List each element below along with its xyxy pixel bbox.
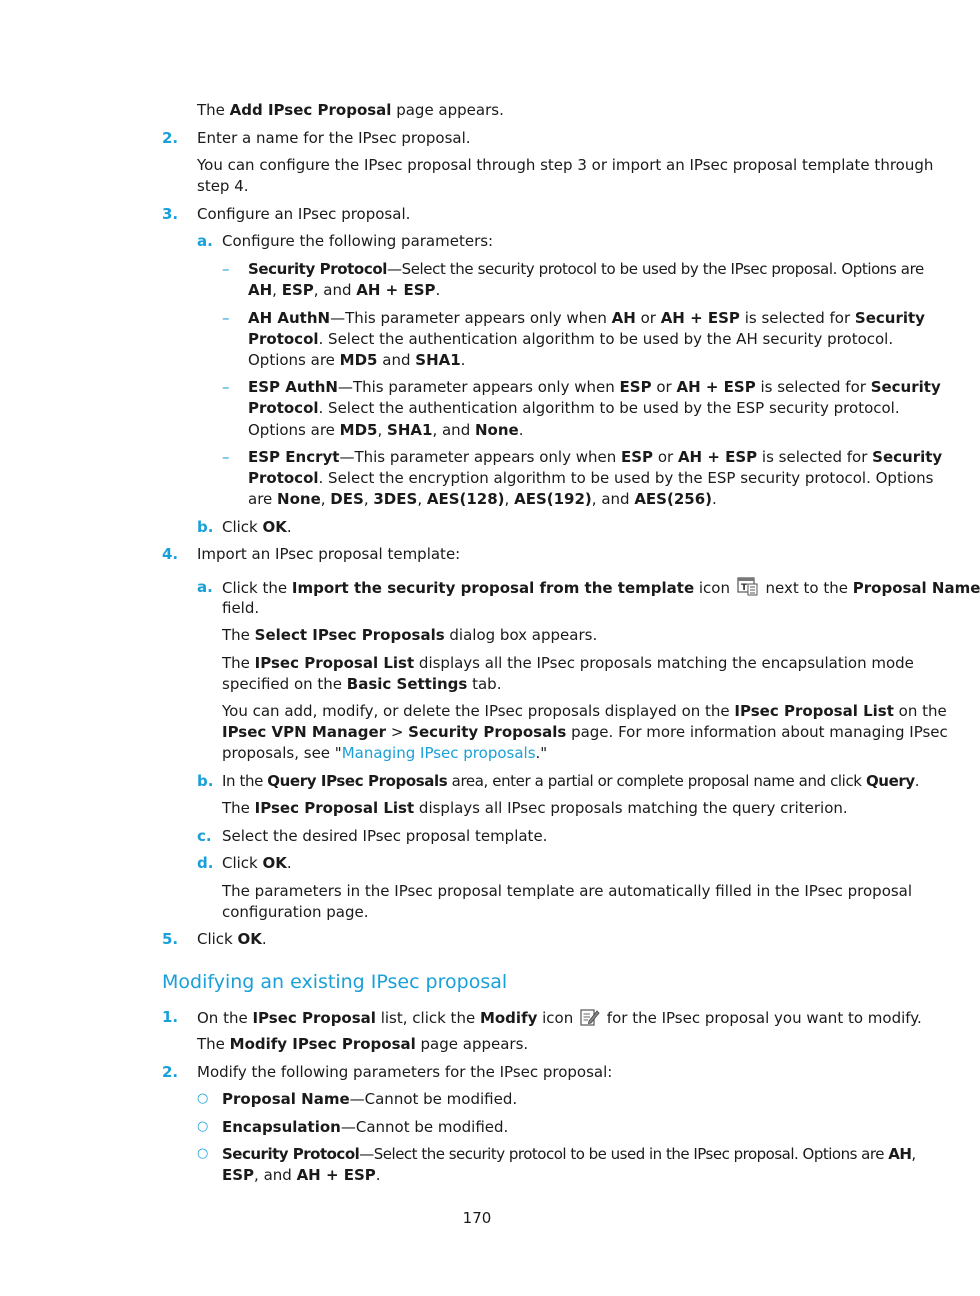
- esp-authn-line1: ESP AuthN—This parameter appears only when ESP or AH + ESP is selected for Security: [248, 378, 941, 396]
- svg-text:T: T: [740, 583, 747, 593]
- encapsulation-item: Encapsulation—Cannot be modified.: [222, 1118, 509, 1136]
- step-4d-text: Click OK.: [222, 854, 292, 872]
- ah-authn-line2: Protocol. Select the authentication algorithm to be used by the AH security protocol.: [248, 330, 894, 348]
- modify-icon[interactable]: [580, 1007, 600, 1032]
- query-result-line: The IPsec Proposal List displays all IPsec proposals matching the query criterion.: [222, 799, 848, 817]
- modify-step-2-text: Modify the following parameters for the IPsec proposal:: [197, 1063, 613, 1081]
- step-4c-letter: c.: [197, 827, 212, 845]
- manage-line3: proposals, see "Managing IPsec proposals.": [222, 744, 548, 762]
- esp-authn-line2: Protocol. Select the authentication algorithm to be used by the ESP security protocol.: [248, 399, 900, 417]
- modify-page-line: The Modify IPsec Proposal page appears.: [197, 1035, 529, 1053]
- proposal-list-line1: The IPsec Proposal List displays all the IPsec proposals matching the encapsulation mode: [222, 654, 914, 672]
- step-3a-letter: a.: [197, 232, 213, 250]
- security-protocol-line2: AH, ESP, and AH + ESP.: [248, 281, 441, 299]
- managing-proposals-link[interactable]: Managing IPsec proposals: [341, 744, 536, 762]
- modify-step-2-number: 2.: [162, 1063, 179, 1081]
- dash-bullet: –: [222, 378, 230, 396]
- proposal-list-line2: specified on the Basic Settings tab.: [222, 675, 502, 693]
- step-5-text: Click OK.: [197, 930, 267, 948]
- esp-encryt-line1: ESP Encryt—This parameter appears only when ESP or AH + ESP is selected for Security: [248, 448, 943, 466]
- template-import-icon[interactable]: [737, 577, 759, 602]
- step-2-number: 2.: [162, 129, 179, 147]
- security-protocol-line1: Security Protocol—Select the security protocol to be used by the IPsec proposal. Options are: [248, 260, 924, 278]
- step-3-number: 3.: [162, 205, 179, 223]
- step-3b-letter: b.: [197, 518, 214, 536]
- section-heading: Modifying an existing IPsec proposal: [162, 971, 508, 993]
- step-3-text: Configure an IPsec proposal.: [197, 205, 411, 223]
- circle-bullet: ○: [197, 1119, 209, 1134]
- manage-line2: IPsec VPN Manager > Security Proposals page. For more information about managing IPsec: [222, 723, 948, 741]
- step-3a-text: Configure the following parameters:: [222, 232, 494, 250]
- esp-authn-line3: Options are MD5, SHA1, and None.: [248, 421, 524, 439]
- step-4-number: 4.: [162, 545, 179, 563]
- step-2-text: Enter a name for the IPsec proposal.: [197, 129, 471, 147]
- proposal-name-item: Proposal Name—Cannot be modified.: [222, 1090, 518, 1108]
- select-dialog-line: The Select IPsec Proposals dialog box appears.: [222, 626, 598, 644]
- autofill-line1: The parameters in the IPsec proposal template are automatically filled in the IPsec proposal: [222, 882, 913, 900]
- step-4a-line2: field.: [222, 599, 260, 617]
- ah-authn-line3: Options are MD5 and SHA1.: [248, 351, 466, 369]
- ah-authn-line1: AH AuthN—This parameter appears only when AH or AH + ESP is selected for Security: [248, 309, 925, 327]
- step-3b-text: Click OK.: [222, 518, 292, 536]
- dash-bullet: –: [222, 260, 230, 278]
- security-protocol-item-line2: ESP, and AH + ESP.: [222, 1166, 381, 1184]
- step-4b-text: In the Query IPsec Proposals area, enter a partial or complete proposal name and click Query.: [222, 772, 920, 790]
- step-2-note-line2: step 4.: [197, 177, 249, 195]
- step-4a-letter: a.: [197, 578, 213, 596]
- step-4b-letter: b.: [197, 772, 214, 790]
- intro-line: The Add IPsec Proposal page appears.: [197, 101, 504, 119]
- modify-step-1-text: On the IPsec Proposal list, click the Modify icon for the IPsec proposal you want to modify.: [197, 1007, 922, 1032]
- step-4c-text: Select the desired IPsec proposal template.: [222, 827, 548, 845]
- circle-bullet: ○: [197, 1146, 209, 1161]
- autofill-line2: configuration page.: [222, 903, 369, 921]
- modify-step-1-number: 1.: [162, 1008, 179, 1026]
- step-4d-letter: d.: [197, 854, 214, 872]
- step-5-number: 5.: [162, 930, 179, 948]
- security-protocol-item-line1: Security Protocol—Select the security protocol to be used in the IPsec proposal. Options are AH,: [222, 1145, 916, 1163]
- dash-bullet: –: [222, 448, 230, 466]
- step-2-note-line1: You can configure the IPsec proposal through step 3 or import an IPsec proposal template through: [197, 156, 934, 174]
- esp-encryt-line3: are None, DES, 3DES, AES(128), AES(192), and AES(256).: [248, 490, 717, 508]
- step-4-text: Import an IPsec proposal template:: [197, 545, 461, 563]
- step-4a-line1: Click the Import the security proposal from the template icon T next to the Proposal Name: [222, 577, 980, 602]
- page-number: 170: [462, 1209, 492, 1227]
- esp-encryt-line2: Protocol. Select the encryption algorithm to be used by the ESP security protocol. Options: [248, 469, 934, 487]
- manage-line1: You can add, modify, or delete the IPsec proposals displayed on the IPsec Proposal List on the: [222, 702, 947, 720]
- circle-bullet: ○: [197, 1091, 209, 1106]
- dash-bullet: –: [222, 309, 230, 327]
